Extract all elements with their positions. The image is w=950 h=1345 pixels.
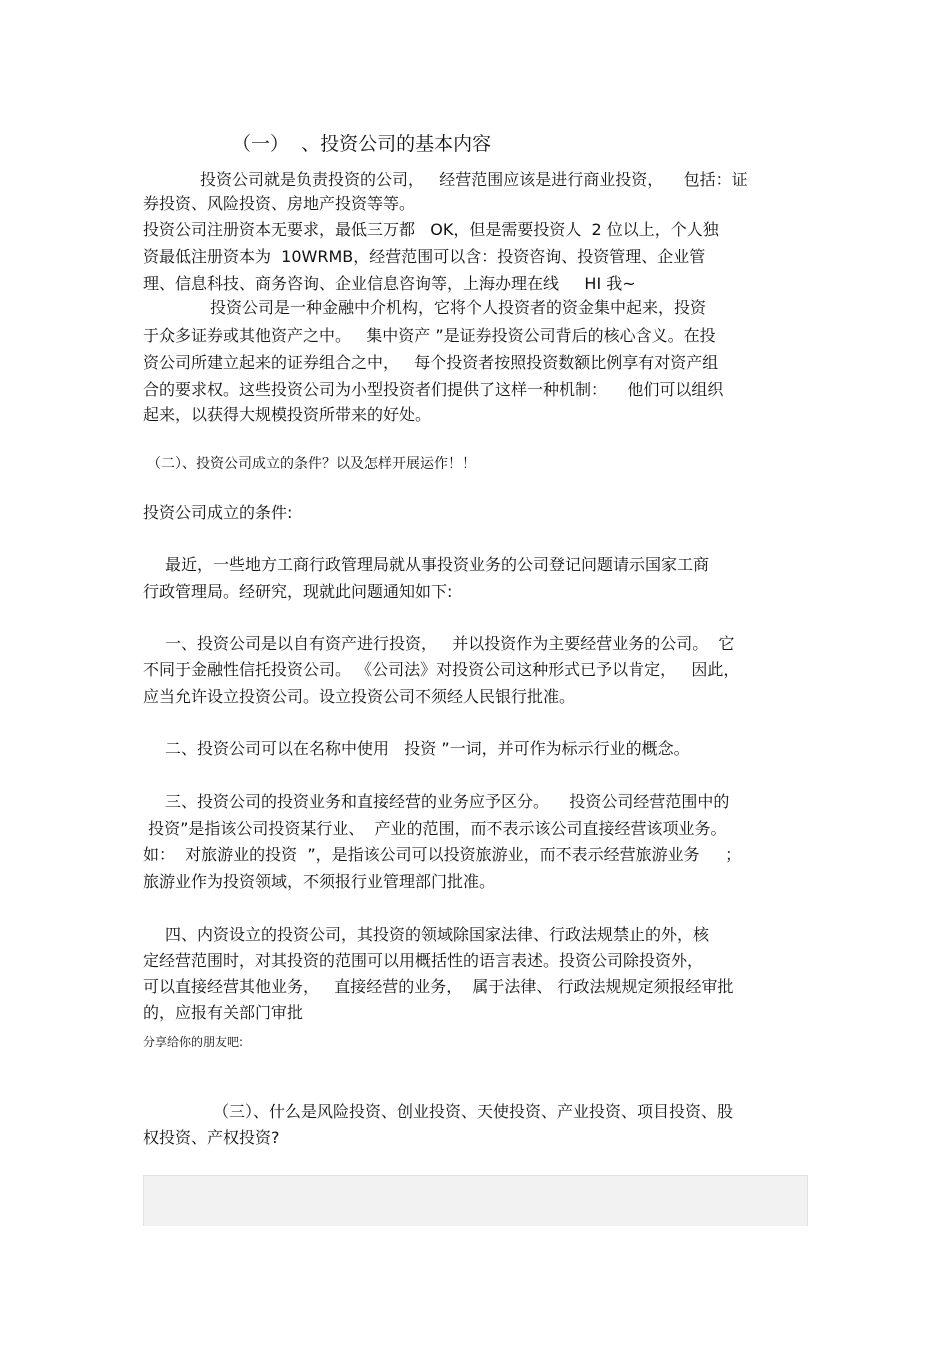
paragraph-line: 定经营范围时，对其投资的范围可以用概括性的语言表述。投资公司除投资外，	[143, 951, 704, 970]
paragraph-line: 应当允许设立投资公司。设立投资公司不须经人民银行批准。	[143, 687, 576, 706]
paragraph-line: 资公司所建立起来的证券组合之中， 每个投资者按照投资数额比例享有对资产组	[143, 353, 719, 372]
empty-content-box	[143, 1175, 808, 1226]
paragraph-line: 可以直接经营其他业务， 直接经营的业务， 属于法律、 行政法规规定须报经审批	[143, 977, 734, 996]
subsection-label: 投资公司成立的条件:	[143, 503, 293, 522]
paragraph-line: 投资”是指该公司投资某行业、 产业的范围，而不表示该公司直接经营该项业务。	[143, 819, 727, 838]
paragraph-line: 投资公司就是负责投资的公司， 经营范围应该是进行商业投资， 包括：证	[200, 170, 748, 189]
section-heading-1: （一） 、投资公司的基本内容	[232, 133, 492, 155]
section-heading-2: （二）、投资公司成立的条件？以及怎样开展运作！！	[147, 456, 476, 472]
paragraph-line: 理、信息科技、商务咨询、企业信息咨询等，上海办理在线 HI 我~	[143, 274, 636, 293]
paragraph-line: 旅游业作为投资领域，不须报行业管理部门批准。	[143, 872, 496, 891]
paragraph-line: 如： 对旅游业的投资 ”，是指该公司可以投资旅游业，而不表示经营旅游业务 ；	[143, 845, 742, 864]
paragraph-line: 投资公司注册资本无要求，最低三万都 OK，但是需要投资人 2 位以上，个人独	[143, 220, 719, 239]
paragraph-line: 三、投资公司的投资业务和直接经营的业务应予区分。 投资公司经营范围中的	[165, 792, 730, 811]
share-prompt: 分享给你的朋友吧:	[143, 1035, 244, 1049]
paragraph-line: 行政管理局。经研究，现就此问题通知如下:	[143, 582, 453, 601]
paragraph-line: 合的要求权。这些投资公司为小型投资者们提供了这样一种机制： 他们可以组织	[143, 380, 724, 399]
paragraph-line: 券投资、风险投资、房地产投资等等。	[143, 194, 416, 213]
paragraph-line: 于众多证券或其他资产之中。 集中资产 ”是证券投资公司背后的核心含义。在投	[143, 326, 716, 345]
paragraph-line: 投资公司是一种金融中介机构，它将个人投资者的资金集中起来，投资	[210, 298, 707, 317]
paragraph-line: 最近，一些地方工商行政管理局就从事投资业务的公司登记问题请示国家工商	[165, 555, 710, 574]
paragraph-line: 资最低注册资本为 10WRMB，经营范围可以含：投资咨询、投资管理、企业管	[143, 247, 706, 266]
paragraph-line: 二、投资公司可以在名称中使用 投资 ”一词，并可作为标示行业的概念。	[165, 739, 690, 758]
section-heading-3-cont: 权投资、产权投资?	[143, 1128, 280, 1147]
section-heading-3: （三）、什么是风险投资、创业投资、天使投资、产业投资、项目投资、股	[213, 1102, 734, 1121]
paragraph-line: 的，应报有关部门审批	[143, 1003, 304, 1022]
paragraph-line: 起来，以获得大规模投资所带来的好处。	[143, 405, 432, 424]
paragraph-line: 四、内资设立的投资公司，其投资的领域除国家法律、行政法规禁止的外，核	[165, 925, 710, 944]
paragraph-line: 一、投资公司是以自有资产进行投资， 并以投资作为主要经营业务的公司。 它	[165, 634, 735, 653]
paragraph-line: 不同于金融性信托投资公司。 《公司法》对投资公司这种形式已予以肯定， 因此，	[143, 660, 740, 679]
